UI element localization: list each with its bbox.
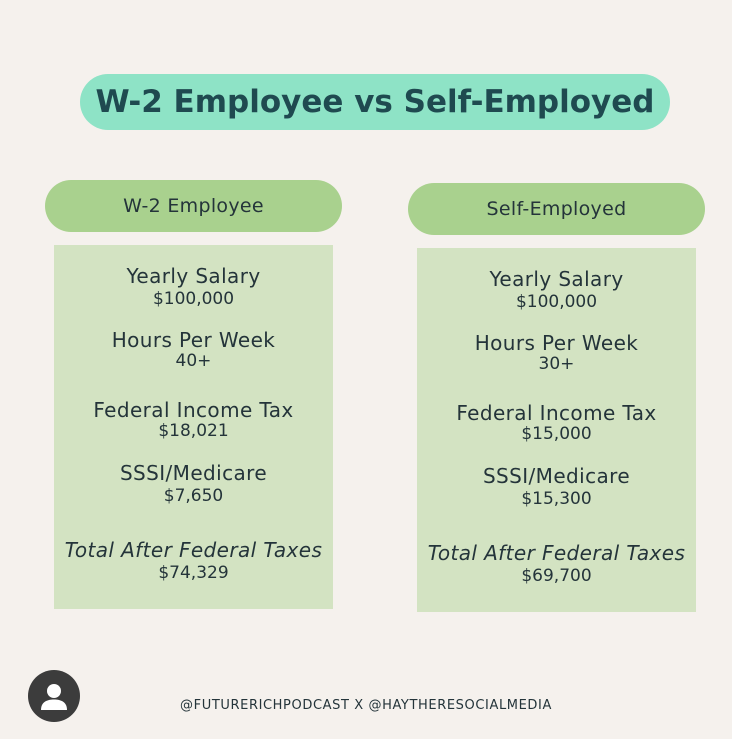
row-value: 30+ [538, 354, 575, 374]
avatar[interactable] [28, 670, 80, 722]
row-label: Federal Income Tax [456, 401, 657, 425]
comparison-panel-w2 [54, 245, 333, 609]
row-value: $100,000 [515, 292, 598, 312]
column-header-label: W-2 Employee [123, 195, 264, 217]
row-label: Total After Federal Taxes [64, 538, 323, 562]
row-sssi-medicare [54, 461, 333, 507]
column-header-label: Self-Employed [486, 198, 627, 220]
row-yearly-salary [54, 264, 333, 310]
row-federal-income-tax [54, 398, 333, 440]
page-title: W-2 Employee vs Self-Employed [95, 84, 655, 120]
row-label: Total After Federal Taxes [427, 541, 686, 565]
row-value: 40+ [175, 351, 212, 371]
row-value: $7,650 [163, 486, 224, 506]
row-yearly-salary [417, 267, 696, 313]
row-total-after-taxes [417, 541, 696, 587]
row-total-after-taxes [54, 538, 333, 584]
column-header-w2 [45, 180, 342, 232]
row-label: Hours Per Week [474, 331, 639, 355]
row-value: $18,021 [158, 421, 229, 441]
row-value: $15,000 [521, 424, 592, 444]
person-silhouette-icon [28, 670, 80, 722]
row-label: Federal Income Tax [93, 398, 294, 422]
row-hours-per-week [417, 331, 696, 373]
row-federal-income-tax [417, 401, 696, 443]
row-value: $100,000 [152, 289, 235, 309]
row-value: $69,700 [521, 566, 592, 586]
row-hours-per-week [54, 328, 333, 370]
footer-credits: @FUTURERICHPODCAST X @HAYTHERESOCIALMEDIA [180, 698, 552, 713]
row-value: $15,300 [521, 489, 592, 509]
column-header-self-employed [408, 183, 705, 235]
row-value: $74,329 [158, 563, 229, 583]
row-label: SSSI/Medicare [119, 461, 268, 485]
row-label: Yearly Salary [489, 267, 624, 291]
row-label: SSSI/Medicare [482, 464, 631, 488]
row-label: Hours Per Week [111, 328, 276, 352]
row-sssi-medicare [417, 464, 696, 510]
title-banner [80, 74, 670, 130]
comparison-panel-self-employed [417, 248, 696, 612]
row-label: Yearly Salary [126, 264, 261, 288]
